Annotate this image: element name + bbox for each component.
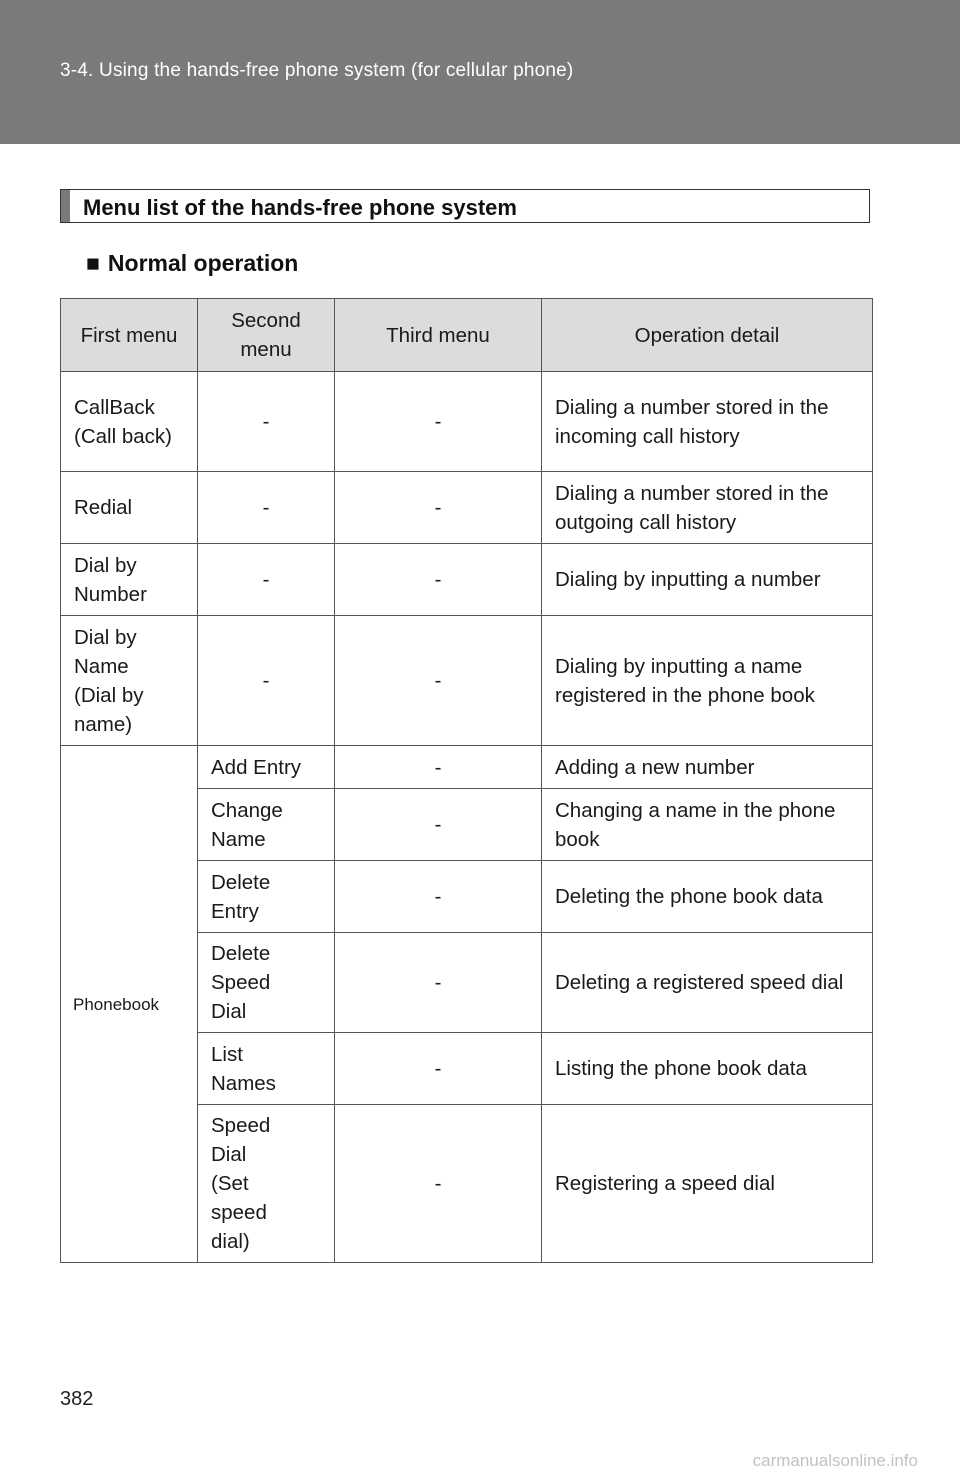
cell-second-menu: - xyxy=(198,372,335,472)
cell-operation-detail: Dialing by inputting a number xyxy=(542,544,873,616)
table-row xyxy=(61,472,873,544)
cell-operation-detail: Deleting a registered speed dial xyxy=(542,933,873,1033)
subheading xyxy=(86,250,298,277)
cell-operation-detail: Adding a new number xyxy=(542,746,873,789)
cell-third-menu: - xyxy=(335,372,542,472)
cell-third-menu: - xyxy=(335,1033,542,1105)
table-row xyxy=(61,616,873,746)
cell-second-menu: - xyxy=(198,544,335,616)
page-number: 382 xyxy=(60,1388,94,1410)
cell-third-menu: - xyxy=(335,472,542,544)
column-header-third-menu: Third menu xyxy=(335,299,542,372)
cell-second-menu: Delete Entry xyxy=(198,861,335,933)
section-title-accent-bar xyxy=(61,190,70,222)
cell-second-menu: Speed Dial (Set speed dial) xyxy=(198,1105,335,1263)
chapter-title: 3-4. Using the hands-free phone system (for cellular phone) xyxy=(60,60,574,81)
column-header-second-menu: Second menu xyxy=(198,299,335,372)
menu-table xyxy=(60,298,873,1263)
watermark: carmanualsonline.info xyxy=(752,1451,918,1470)
subheading-text: Normal operation xyxy=(107,250,299,276)
table-row xyxy=(61,544,873,616)
table-row xyxy=(61,372,873,472)
cell-third-menu: - xyxy=(335,1105,542,1263)
cell-first-menu: Redial xyxy=(61,472,198,544)
cell-third-menu: - xyxy=(335,544,542,616)
table-row xyxy=(61,746,873,789)
square-bullet-icon: ■ xyxy=(86,250,100,276)
cell-first-menu: Dial by Number xyxy=(61,544,198,616)
section-title: Menu list of the hands-free phone system xyxy=(83,195,517,220)
section-title-box xyxy=(60,189,870,223)
cell-third-menu: - xyxy=(335,861,542,933)
column-header-first-menu: First menu xyxy=(61,299,198,372)
cell-third-menu: - xyxy=(335,933,542,1033)
cell-third-menu: - xyxy=(335,616,542,746)
table-header-row xyxy=(61,299,873,372)
cell-operation-detail: Dialing a number stored in the outgoing call history xyxy=(542,472,873,544)
cell-operation-detail: Changing a name in the phone book xyxy=(542,789,873,861)
cell-second-menu: Change Name xyxy=(198,789,335,861)
cell-second-menu: Add Entry xyxy=(198,746,335,789)
cell-first-menu-phonebook: Phonebook xyxy=(61,746,198,1263)
cell-first-menu: Dial by Name (Dial by name) xyxy=(61,616,198,746)
cell-second-menu: - xyxy=(198,472,335,544)
cell-operation-detail: Dialing a number stored in the incoming call history xyxy=(542,372,873,472)
cell-second-menu: - xyxy=(198,616,335,746)
cell-second-menu: Delete Speed Dial xyxy=(198,933,335,1033)
header-band xyxy=(0,0,960,144)
cell-operation-detail: Deleting the phone book data xyxy=(542,861,873,933)
cell-operation-detail: Dialing by inputting a name registered in the phone book xyxy=(542,616,873,746)
cell-second-menu: List Names xyxy=(198,1033,335,1105)
cell-third-menu: - xyxy=(335,789,542,861)
cell-operation-detail: Listing the phone book data xyxy=(542,1033,873,1105)
column-header-operation-detail: Operation detail xyxy=(542,299,873,372)
cell-operation-detail: Registering a speed dial xyxy=(542,1105,873,1263)
cell-third-menu: - xyxy=(335,746,542,789)
cell-first-menu: CallBack (Call back) xyxy=(61,372,198,472)
